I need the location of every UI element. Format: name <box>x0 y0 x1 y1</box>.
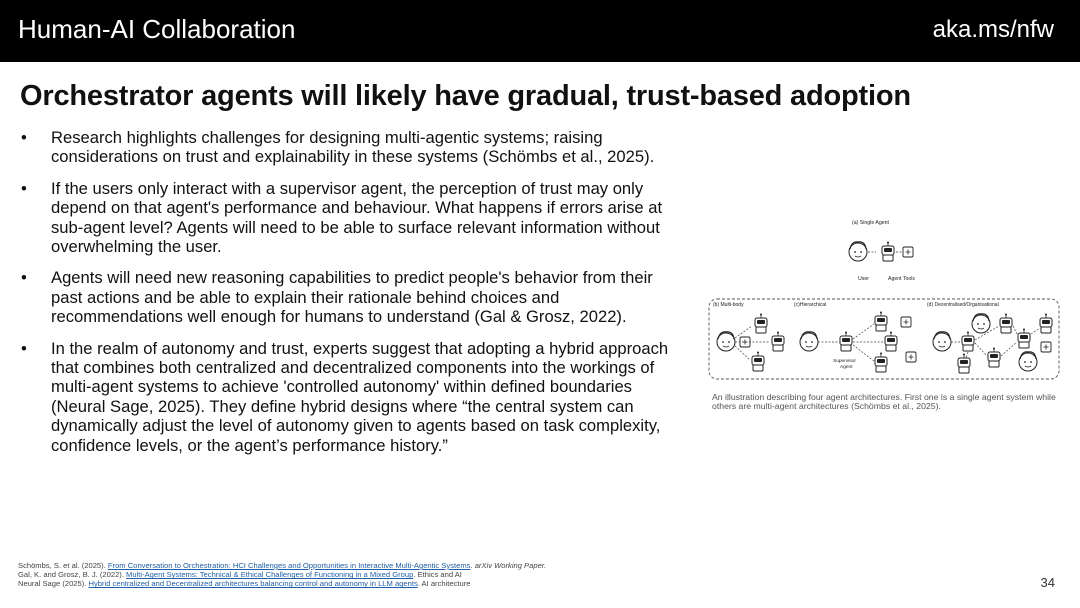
panel-decentralised <box>933 314 1052 374</box>
reference-suffix: . Ethics and AI <box>413 570 462 580</box>
robot-icon <box>962 332 974 352</box>
figure-caption: An illustration describing four agent architectures. First one is a single agent system while others are multi-agent architectures (Schömbs et al., 2025). <box>712 392 1056 412</box>
bullet-item <box>20 128 670 167</box>
bullet-text: Research highlights challenges for designing multi-agentic systems; raising considerations on trust and explainability in these systems (Schömbs et al., 2025). <box>51 128 655 167</box>
panel-a-label: (a) Single Agent <box>852 220 889 226</box>
robot-icon <box>875 353 887 373</box>
header-title: Human-AI Collaboration <box>18 14 296 44</box>
robot-icon <box>885 332 897 352</box>
user-face-icon <box>717 332 735 351</box>
header-url: aka.ms/nfw <box>932 16 1054 43</box>
reference-item <box>18 561 918 570</box>
robot-icon <box>875 312 887 332</box>
reference-author: Gal, K. and Grosz, B. J. (2022). <box>18 570 127 580</box>
reference-venue: arXiv Working Paper. <box>474 561 547 570</box>
panel-hierarchical <box>800 312 916 373</box>
page-number: 34 <box>1040 575 1055 590</box>
architecture-diagram <box>706 212 1062 384</box>
bullet-item <box>20 339 670 455</box>
bullet-item <box>20 268 670 326</box>
bullet-item <box>20 179 670 257</box>
user-face-icon <box>1019 352 1037 371</box>
bullet-text: Agents will need new reasoning capabilities to predict people's behavior from their past actions and be able to explain their rationale behind choices and recommendations well enough for humans to understand (Gal & Grosz, 2022). <box>51 268 653 327</box>
bullet-text: In the realm of autonomy and trust, experts suggest that adopting a hybrid approach that combines both centralized and decentralized components into the workings of multi-agent systems to achieve 'controlled autonomy' within defined boundaries (Neural Sage, 2025). They define hybrid designs where “the central system can dynamically adjust the level of autonomy given to agents based on task complexity, confidence levels, or the agent’s performance history.” <box>51 338 669 455</box>
user-face-icon <box>972 314 990 333</box>
tool-icon <box>1041 342 1051 352</box>
panel-single-agent <box>849 220 915 282</box>
robot-icon <box>755 314 767 334</box>
user-face-icon <box>933 332 951 351</box>
robot-icon <box>958 354 970 374</box>
robot-icon <box>752 352 764 372</box>
reference-item <box>18 579 918 588</box>
robot-icon <box>1040 314 1052 334</box>
bullet-dot: • <box>21 338 27 358</box>
robot-icon <box>772 332 784 352</box>
references <box>18 561 918 589</box>
bullet-dot: • <box>21 178 27 198</box>
user-label: User <box>858 276 869 282</box>
agent-tools-label: Agent Tools <box>888 276 916 282</box>
user-face-icon <box>849 242 867 261</box>
reference-link[interactable]: Hybrid centralized and Decentralized architectures balancing control and autonomy in LLM agents <box>88 579 418 589</box>
bullet-text: If the users only interact with a supervisor agent, the perception of trust may only depend on that agent's performance and behaviour. What happens if errors arise at sub-agent level? Agents will need to be able to surface relevant information without overwhelming the user. <box>51 178 663 257</box>
agent-label: Agent <box>840 365 853 370</box>
robot-icon <box>988 348 1000 368</box>
reference-link[interactable]: From Conversation to Orchestration: HCI Challenges and Opportunities in Interactive Multi-Agentic Systems <box>107 561 471 570</box>
robot-icon <box>1000 314 1012 334</box>
slide-header-bar <box>0 0 1080 62</box>
robot-icon <box>882 242 894 262</box>
panel-multi-body <box>717 314 784 372</box>
panel-b-label: (b) Multi-body <box>713 302 744 308</box>
reference-author: Neural Sage (2025). <box>18 579 89 589</box>
reference-suffix: . <box>470 561 475 570</box>
tool-icon <box>903 247 913 257</box>
slide-heading: Orchestrator agents will likely have gradual, trust-based adoption <box>20 80 911 112</box>
tool-icon <box>906 352 916 362</box>
supervisor-label: Supervisor <box>833 359 856 364</box>
reference-link[interactable]: Multi-Agent Systems: Technical & Ethical Challenges of Functioning in a Mixed Group <box>126 570 414 580</box>
bullet-dot: • <box>21 268 27 288</box>
reference-author: Schömbs, S. et al. (2025). <box>18 561 108 570</box>
agent-architectures-figure <box>706 212 1062 384</box>
bullet-dot: • <box>21 128 27 147</box>
user-face-icon <box>800 332 818 351</box>
reference-suffix: . AI architecture <box>417 579 471 589</box>
robot-icon <box>1018 329 1030 349</box>
tool-icon <box>901 317 911 327</box>
panel-d-label: (d) Decentralised/Organisational <box>927 302 999 308</box>
supervisor-robot-icon <box>840 332 852 352</box>
panel-c-label: (c)Hierarchical <box>794 302 827 308</box>
tool-icon <box>740 337 750 347</box>
bullet-list <box>20 128 670 467</box>
reference-item <box>18 570 918 579</box>
